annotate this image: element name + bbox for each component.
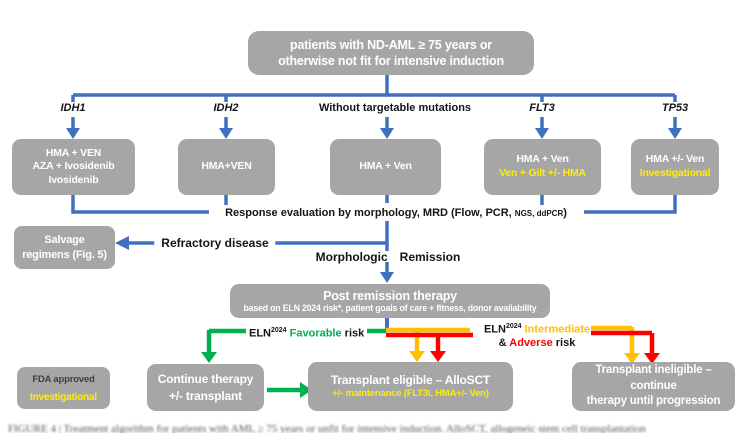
tp53-line2-investigational: Investigational [639, 167, 711, 179]
response-evaluation-main: Response evaluation by morphology, MRD (Flow, PCR, [225, 207, 515, 219]
ampersand: & [498, 336, 510, 349]
response-evaluation-close: ) [563, 207, 567, 219]
continue-therapy-box [147, 364, 264, 411]
flt3-therapy-box [484, 139, 601, 195]
patients-nd-aml-box [248, 31, 534, 75]
adverse-label-line2 [481, 337, 593, 350]
post-remission-title: Post remission therapy [323, 288, 457, 303]
transplant-eligible-box [308, 362, 513, 411]
ineligible-line1: Transplant ineligible – continue [595, 364, 712, 392]
flt3-line1: HMA + Ven [516, 153, 569, 166]
remission-word2: Remission [399, 250, 461, 264]
eln-adverse-risk-label [478, 320, 596, 350]
eln-favorable-risk-label [246, 324, 367, 341]
adverse-word: Adverse [509, 336, 553, 349]
no-mutation-therapy-box [330, 139, 441, 195]
idh1-line3: Ivosidenib [48, 173, 99, 186]
morphologic-remission-label [316, 250, 461, 264]
eln-sup2: 2024 [505, 323, 522, 330]
patients-line1: patients with ND-AML ≥ 75 years or [290, 37, 492, 52]
continue-line1: Continue therapy [157, 372, 254, 387]
idh1-line1: HMA + VEN [45, 146, 102, 159]
idh2-line1: HMA+VEN [201, 160, 252, 173]
legend-box [17, 367, 110, 409]
adverse-label-line1 [481, 320, 593, 337]
remission-word1: Morphologic [315, 250, 388, 264]
branch-label-no-targetable: Without targetable mutations [318, 102, 472, 114]
eln-text2: ELN [483, 323, 506, 336]
continue-line2: +/- transplant [169, 388, 242, 403]
eln-text: ELN [249, 327, 271, 340]
no-mutation-line1: HMA + Ven [359, 160, 412, 173]
ineligible-line2: therapy until progression [586, 395, 721, 408]
response-evaluation-label [221, 207, 571, 219]
adverse-tail: risk [552, 336, 576, 349]
patients-line2: otherwise not fit for intensive induction [278, 54, 504, 68]
tp53-line1: HMA +/- Ven [645, 153, 705, 166]
tp53-therapy-box [631, 139, 719, 195]
favorable-tail: risk [341, 327, 365, 340]
transplant-ineligible-box [572, 362, 735, 411]
favorable-word: Favorable [289, 327, 342, 340]
salvage-line2: regimens (Fig. 5) [22, 248, 107, 261]
branch-label-idh2: IDH2 [213, 102, 239, 114]
salvage-regimens-box [14, 226, 115, 269]
idh1-line2: AZA + Ivosidenib [32, 160, 115, 173]
legend-investigational: Investigational [29, 391, 97, 403]
idh2-therapy-box [178, 139, 275, 195]
branch-label-idh1: IDH1 [60, 102, 86, 114]
branch-label-flt3: FLT3 [529, 102, 555, 114]
eligible-maintenance-line: +/- maintenance (FLT3i, HMA+/- Ven) [332, 388, 489, 400]
salvage-line1: Salvage [44, 234, 85, 247]
refractory-disease-label: Refractory disease [154, 236, 275, 250]
intermediate-word: Intermediate [524, 323, 591, 336]
post-remission-subtitle: based on ELN 2024 risk*, patient goals of care + fitness, donor availability [243, 303, 537, 314]
legend-fda-approved: FDA approved [32, 373, 95, 385]
eligible-line1: Transplant eligible – AlloSCT [330, 373, 491, 388]
post-remission-box [230, 284, 550, 318]
idh1-therapy-box [12, 139, 135, 195]
figure-caption: FIGURE 4 | Treatment algorithm for patients with AML ≥ 75 years or unfit for intensive induction. AlloSCT, allogeneic stem cell transplantation [8, 423, 646, 433]
flt3-line2-investigational: Ven + Gilt +/- HMA [499, 167, 586, 179]
branch-label-tp53: TP53 [661, 102, 689, 114]
response-evaluation-small: NGS, ddPCR [514, 209, 564, 218]
eln-sup: 2024 [271, 327, 287, 334]
